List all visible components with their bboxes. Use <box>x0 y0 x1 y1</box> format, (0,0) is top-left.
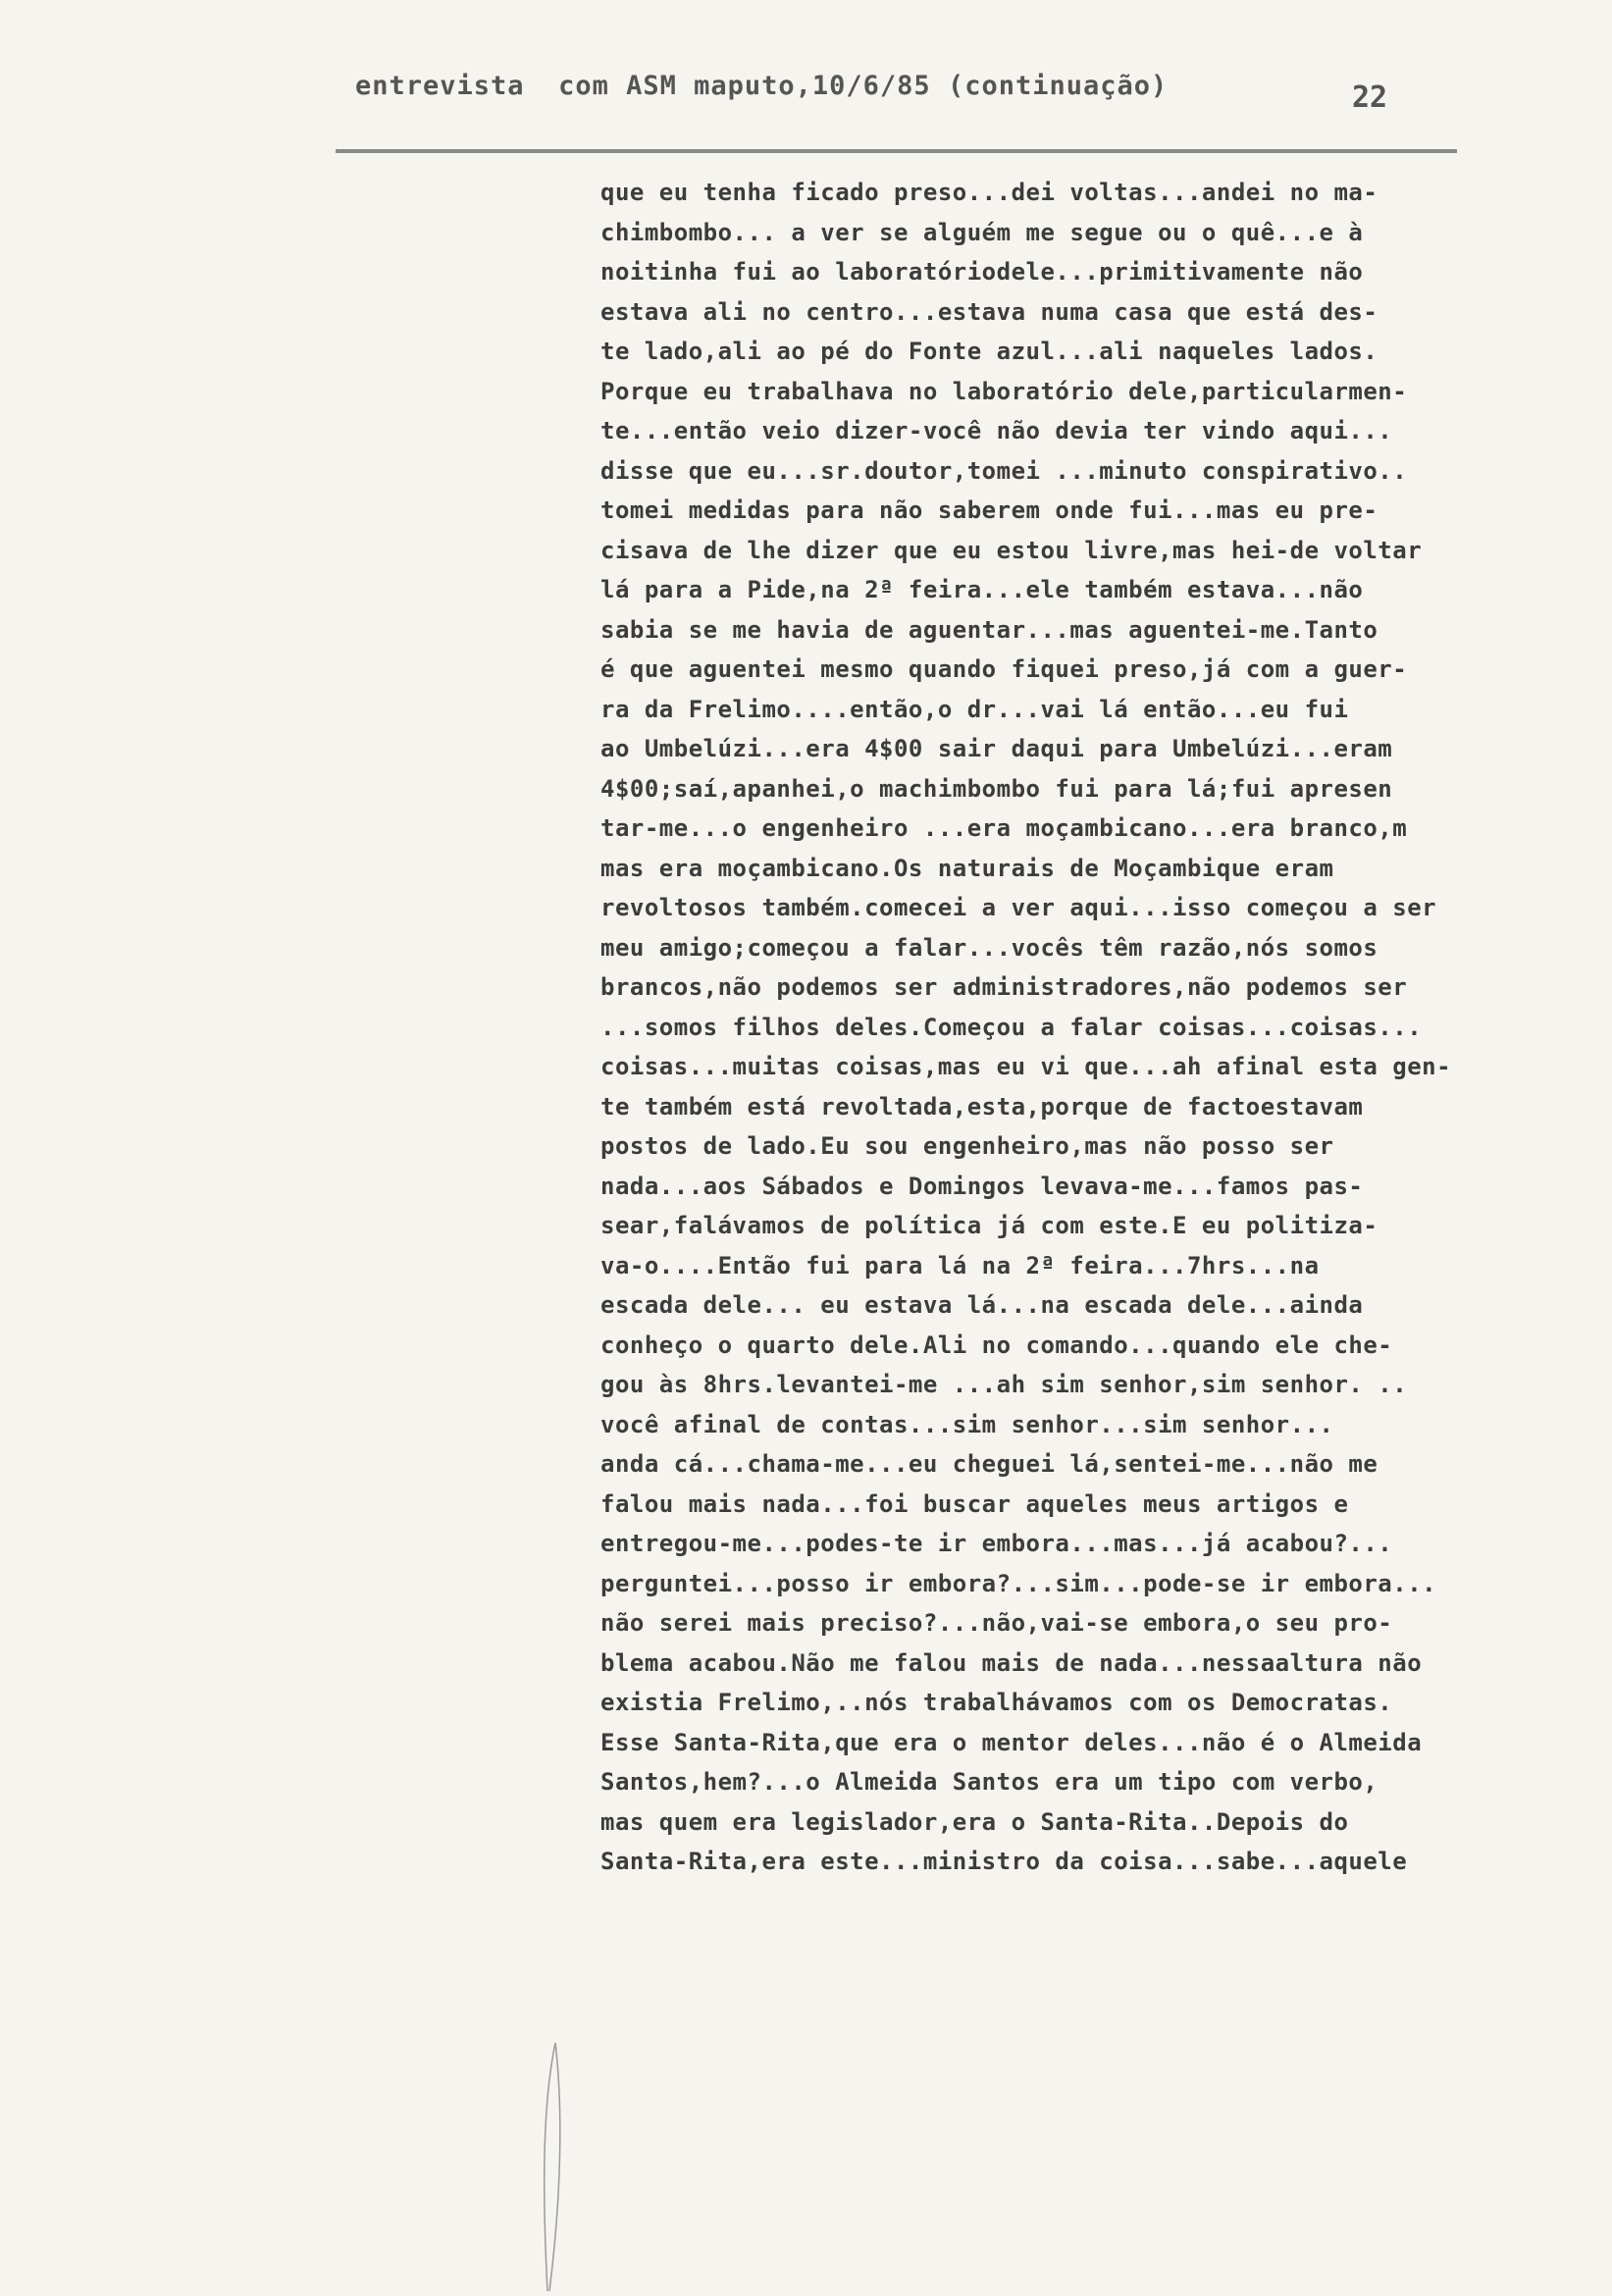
text-line: entregou-me...podes-te ir embora...mas...já acabou?... <box>600 1530 1393 1557</box>
header-rule <box>336 149 1457 153</box>
text-line: postos de lado.Eu sou engenheiro,mas não posso ser <box>600 1132 1334 1160</box>
text-line: você afinal de contas...sim senhor...sim senhor... <box>600 1410 1334 1438</box>
text-line: 4$00;saí,apanhei,o machimbombo fui para lá;fui apresen <box>600 774 1393 803</box>
text-line: sabia se me havia de aguentar...mas aguentei-me.Tanto <box>600 615 1378 644</box>
text-line: falou mais nada...foi buscar aqueles meus artigos e <box>600 1489 1349 1518</box>
text-line: Santos,hem?...o Almeida Santos era um tipo com verbo, <box>600 1768 1378 1796</box>
text-line: gou às 8hrs.levantei-me ...ah sim senhor,sim senhor. .. <box>600 1371 1408 1398</box>
text-line: lá para a Pide,na 2ª feira...ele também estava...não <box>600 576 1364 603</box>
page-number: 22 <box>1352 80 1388 115</box>
text-line: é que aguentei mesmo quando fiquei preso,já com a guer- <box>600 655 1408 683</box>
text-line: Esse Santa-Rita,que era o mentor deles...não é o Almeida <box>600 1728 1423 1756</box>
text-line: não serei mais preciso?...não,vai-se embora,o seu pro- <box>600 1609 1393 1637</box>
text-line: perguntei...posso ir embora?...sim...pode-se ir embora... <box>600 1569 1437 1597</box>
typed-text-body <box>600 173 1601 1882</box>
text-line: brancos,não podemos ser administradores,não podemos ser <box>600 973 1408 1001</box>
text-line: revoltosos também.comecei a ver aqui...isso começou a ser <box>600 894 1437 921</box>
text-line: que eu tenha ficado preso...dei voltas...andei no ma- <box>600 179 1378 206</box>
text-line: meu amigo;começou a falar...vocês têm razão,nós somos <box>600 933 1378 962</box>
text-line: conheço o quarto dele.Ali no comando...quando ele che- <box>600 1331 1393 1359</box>
text-line: cisava de lhe dizer que eu estou livre,mas hei-de voltar <box>600 536 1423 564</box>
text-line: va-o....Então fui para lá na 2ª feira...7hrs...na <box>600 1251 1320 1279</box>
text-line: escada dele... eu estava lá...na escada dele...ainda <box>600 1291 1364 1319</box>
text-line: mas quem era legislador,era o Santa-Rita..Depois do <box>600 1807 1349 1836</box>
text-line: nada...aos Sábados e Domingos levava-me...famos pas- <box>600 1172 1364 1200</box>
text-line: estava ali no centro...estava numa casa que está des- <box>600 297 1378 326</box>
text-line: te também está revoltada,esta,porque de factoestavam <box>600 1092 1364 1121</box>
text-line: chimbombo... a ver se alguém me segue ou o quê...e à <box>600 218 1364 246</box>
text-line: sear,falávamos de política já com este.E eu politiza- <box>600 1212 1378 1239</box>
page-header: entrevista com ASM maputo,10/6/85 (continuação) <box>355 71 1169 101</box>
text-line: Porque eu trabalhava no laboratório dele,particularmen- <box>600 377 1408 405</box>
text-line: blema acabou.Não me falou mais de nada...nessaaltura não <box>600 1648 1423 1677</box>
text-line: te lado,ali ao pé do Fonte azul...ali naqueles lados. <box>600 338 1378 365</box>
text-line: te...então veio dizer-você não devia ter vindo aqui... <box>600 417 1393 444</box>
text-line: tomei medidas para não saberem onde fui...mas eu pre- <box>600 496 1378 524</box>
text-line: disse que eu...sr.doutor,tomei ...minuto conspirativo.. <box>600 456 1408 485</box>
margin-pen-mark <box>538 2041 567 2296</box>
text-line: existia Frelimo,..nós trabalhávamos com os Democratas. <box>600 1689 1393 1716</box>
text-line: coisas...muitas coisas,mas eu vi que...ah afinal esta gen- <box>600 1053 1452 1080</box>
text-line: Santa-Rita,era este...ministro da coisa...sabe...aquele <box>600 1848 1408 1875</box>
text-line: ra da Frelimo....então,o dr...vai lá então...eu fui <box>600 695 1349 723</box>
text-line: ...somos filhos deles.Começou a falar coisas...coisas... <box>600 1013 1423 1041</box>
text-line: noitinha fui ao laboratóriodele...primitivamente não <box>600 258 1364 286</box>
text-line: mas era moçambicano.Os naturais de Moçambique eram <box>600 854 1334 882</box>
text-line: anda cá...chama-me...eu cheguei lá,sentei-me...não me <box>600 1450 1378 1478</box>
text-line: ao Umbelúzi...era 4$00 sair daqui para Umbelúzi...eram <box>600 735 1393 762</box>
text-line: tar-me...o engenheiro ...era moçambicano...era branco,m <box>600 814 1408 842</box>
